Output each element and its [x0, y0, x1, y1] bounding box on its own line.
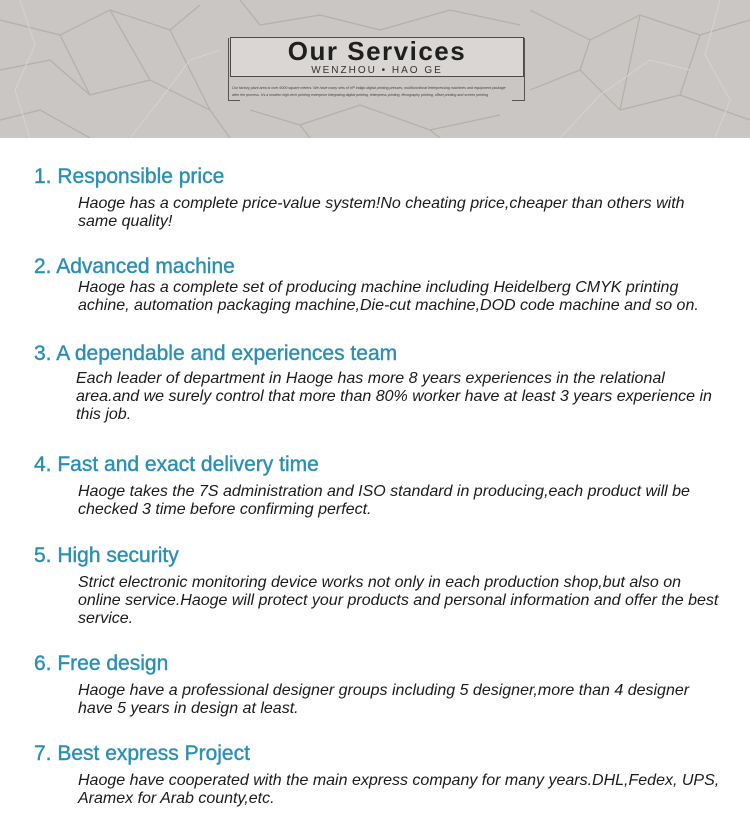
services-banner — [0, 0, 750, 138]
service-description: Each leader of department in Haoge has more 8 years experiences in the relational area.and we surely control that more than 80% worker have at least 3 years experience in this job. — [76, 370, 712, 423]
frame-bottom-left-line — [228, 100, 240, 101]
service-heading: 6. Free design — [34, 652, 169, 675]
frame-bottom-right-line — [512, 100, 525, 101]
service-description: Haoge has a complete price-value system!No cheating price,cheaper than others with same quality! — [78, 195, 685, 230]
service-description: Haoge has a complete set of producing machine including Heidelberg CMYK printing achine, automation packaging machine,Die-cut machine,DOD code machine and so on. — [78, 279, 699, 314]
service-heading: 4. Fast and exact delivery time — [34, 453, 319, 476]
service-heading: 2. Advanced machine — [34, 255, 235, 278]
page-subtitle: WENZHOU • HAO GE — [311, 65, 443, 76]
service-heading: 3. A dependable and experiences team — [34, 342, 398, 365]
service-description: Haoge have a professional designer groups including 5 designer,more than 4 designer have 5 years in design at least. — [78, 682, 690, 717]
service-description: Haoge takes the 7S administration and ISO standard in producing,each product will be checked 3 time before confirming perfect. — [78, 483, 690, 518]
intro-fine-print-line-2: after the process. It's a modern high-tech printing enterprise integrating digital printing, letterpress printing, flexography printing, offset printing and screen printing — [232, 93, 488, 97]
service-description: Haoge have cooperated with the main express company for many years.DHL,Fedex, UPS, Aramex for Arab county,etc. — [78, 772, 720, 807]
page-title: Our Services — [287, 36, 467, 66]
frame-left-line — [228, 38, 229, 100]
service-heading: 5. High security — [34, 544, 179, 567]
service-heading: 7. Best express Project — [34, 742, 250, 765]
service-description: Strict electronic monitoring device works not only in each production shop,but also on online service.Haoge will protect your products and personal information and offer the best service. — [78, 574, 719, 627]
intro-fine-print-line-1: Our factory plant area is over 6000 square meters. We have many sets of HP Indigo digital printing presses, multifunctional letterpressing machines and equipment package — [232, 86, 506, 90]
service-heading: 1. Responsible price — [34, 165, 225, 188]
frame-right-line — [524, 38, 525, 100]
